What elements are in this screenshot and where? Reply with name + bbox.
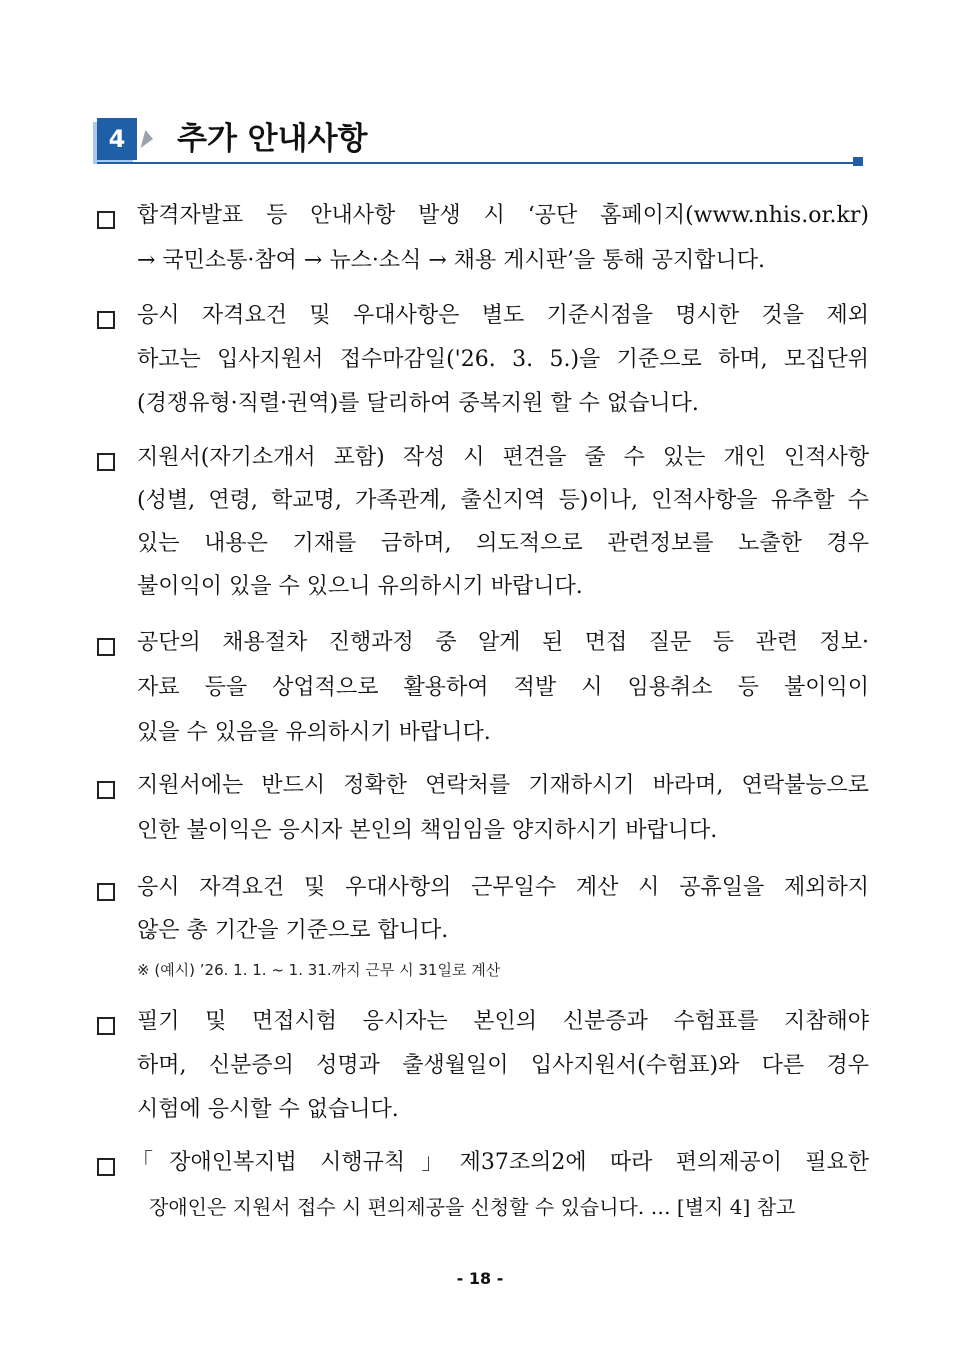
checkbox-bullet-icon (97, 781, 115, 799)
notice-line: 지원서에는 반드시 정확한 연락처를 기재하시기 바라며, 연락불능으로 (137, 773, 869, 798)
notice-line: → 국민소통·참여 → 뉴스·소식 → 채용 게시판’을 통해 공지합니다. (137, 248, 766, 273)
notice-line: (성별, 연령, 학교명, 가족관계, 출신지역 등)이나, 인적사항을 유추할 수 (137, 488, 869, 513)
section-arrow-icon (141, 130, 156, 148)
section-divider (97, 162, 857, 164)
checkbox-bullet-icon (97, 311, 115, 329)
notice-line: 있을 수 있음을 유의하시기 바랍니다. (137, 720, 491, 745)
notice-line: 응시 자격요건 및 우대사항의 근무일수 계산 시 공휴일을 제외하지 (137, 875, 869, 900)
section-number-badge: 4 (97, 118, 137, 160)
section-header (97, 118, 865, 168)
notice-line: 있는 내용은 기재를 금하며, 의도적으로 관련정보를 노출한 경우 (137, 531, 869, 556)
notice-line: 시험에 응시할 수 없습니다. (137, 1097, 399, 1122)
notice-line: 지원서(자기소개서 포함) 작성 시 편견을 줄 수 있는 개인 인적사항 (137, 445, 869, 470)
page-number: - 18 - (456, 1269, 504, 1288)
notice-line: 응시 자격요건 및 우대사항은 별도 기준시점을 명시한 것을 제외 (137, 303, 869, 328)
notice-line: 인한 불이익은 응시자 본인의 책임임을 양지하시기 바랍니다. (137, 818, 718, 843)
section-title: 추가 안내사항 (177, 121, 368, 157)
checkbox-bullet-icon (97, 211, 115, 229)
notice-line: 하며, 신분증의 성명과 출생월일이 입사지원서(수험표)와 다른 경우 (137, 1053, 869, 1078)
checkbox-bullet-icon (97, 883, 115, 901)
notice-line: 「장애인복지법 시행규칙」제37조의2에 따라 편의제공이 필요한 (131, 1150, 869, 1175)
notice-line: 하고는 입사지원서 접수마감일('26. 3. 5.)을 기준으로 하며, 모집단위 (137, 347, 869, 372)
notice-line: 장애인은 지원서 접수 시 편의제공을 신청할 수 있습니다. … [별지 4] 참고 (149, 1195, 796, 1219)
checkbox-bullet-icon (97, 453, 115, 471)
checkbox-bullet-icon (97, 638, 115, 656)
notice-line: (경쟁유형·직렬·권역)를 달리하여 중복지원 할 수 없습니다. (137, 391, 699, 416)
notice-line: 불이익이 있을 수 있으니 유의하시기 바랍니다. (137, 574, 583, 599)
notice-line: 합격자발표 등 안내사항 발생 시 ‘공단 홈페이지(www.nhis.or.kr) (137, 203, 869, 228)
example-note: ※ (예시) ’26. 1. 1. ~ 1. 31.까지 근무 시 31일로 계산 (137, 961, 501, 979)
notice-line: 않은 총 기간을 기준으로 합니다. (137, 918, 449, 943)
checkbox-bullet-icon (97, 1158, 115, 1176)
section-divider-end-mark (853, 157, 863, 166)
notice-line: 필기 및 면접시험 응시자는 본인의 신분증과 수험표를 지참해야 (137, 1009, 869, 1034)
checkbox-bullet-icon (97, 1017, 115, 1035)
notice-line: 자료 등을 상업적으로 활용하여 적발 시 임용취소 등 불이익이 (137, 675, 869, 700)
notice-line: 공단의 채용절차 진행과정 중 알게 된 면접 질문 등 관련 정보· (137, 630, 869, 655)
